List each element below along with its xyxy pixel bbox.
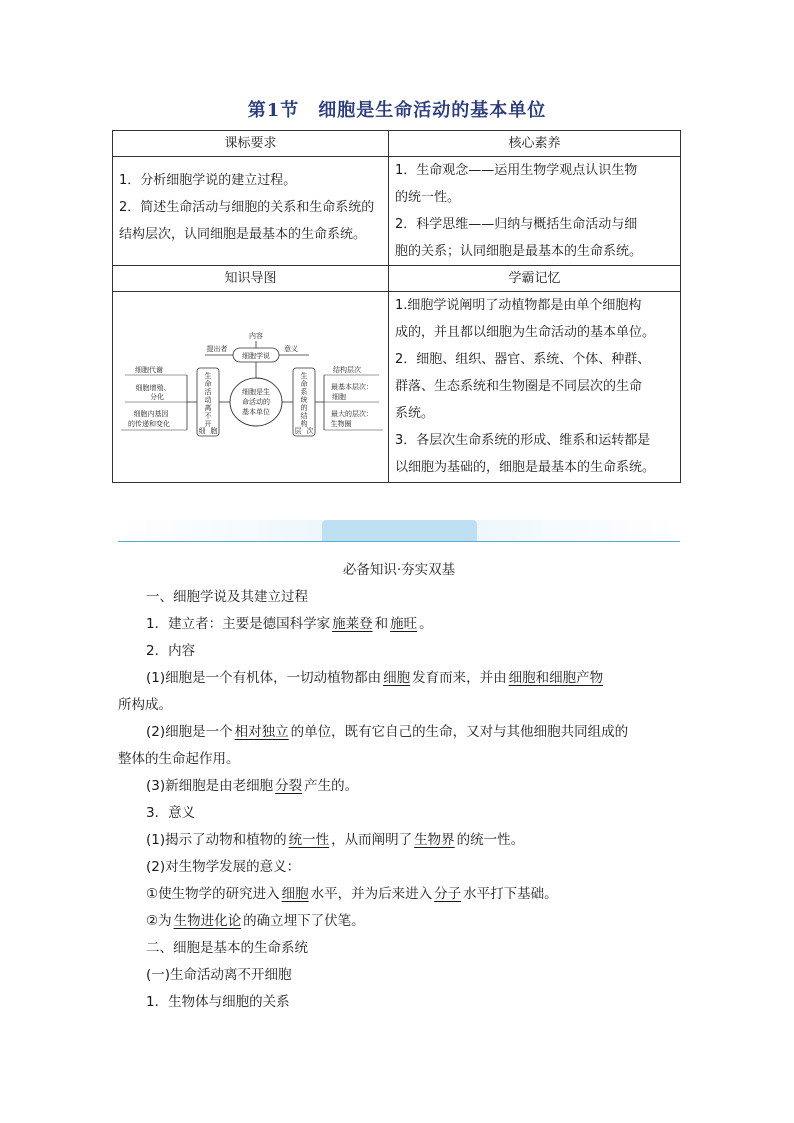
text: 的统一性。: [456, 832, 525, 848]
map-significance-label: 意义: [284, 345, 298, 353]
section-banner-tab: [322, 520, 477, 542]
section-banner-left: [118, 520, 322, 542]
map-right-char: 构: [300, 420, 308, 428]
map-left-item: 细胞内基因: [133, 410, 169, 418]
text: 的单位，既有它自己的生命，又对与其他细胞共同组成的: [290, 724, 629, 740]
map-right-char: 结: [300, 412, 308, 420]
map-left-item: 细胞增殖、: [135, 384, 171, 392]
map-left-char: 动: [204, 396, 212, 404]
text: 1．建立者：主要是德国科学家: [146, 616, 331, 632]
answer-blank: 分子: [434, 886, 462, 902]
text: 水平打下基础。: [463, 886, 558, 902]
map-right-char: 的: [300, 404, 308, 412]
text: (1)揭示了动物和植物的: [146, 832, 287, 848]
map-right-item: 生物圈: [330, 420, 352, 428]
map-left-char: 开: [204, 420, 212, 428]
literacy-line: 胞的关系；认同细胞是最基本的生命系统。: [395, 244, 643, 259]
mindmap-diagram: [113, 292, 400, 482]
answer-blank: 施莱登: [332, 616, 373, 632]
s2-heading: 二、细胞是基本的生命系统: [146, 940, 308, 956]
memory-line: 3．各层次生命系统的形成、维系和运转都是: [395, 433, 651, 448]
text: (3)新细胞是由老细胞: [146, 778, 274, 794]
s1-founder-line: [146, 612, 433, 632]
literacy-line: 的统一性。: [395, 190, 461, 205]
answer-blank: 统一性: [288, 832, 330, 848]
s1-content-1-cont: 所构成。: [118, 697, 172, 713]
memory-cell: [389, 292, 681, 483]
literacy-cell: [389, 157, 681, 266]
map-center-line: 命活动的: [242, 398, 270, 406]
map-center-line: 基本单位: [242, 408, 270, 416]
map-right-item: 细胞: [332, 393, 346, 401]
s1-sig-1: [146, 828, 524, 848]
map-left-box-text: [199, 371, 218, 435]
section-title: 必备知识·夯实双基: [342, 562, 456, 578]
map-left-char: 生: [204, 372, 212, 380]
s1-content-2: [146, 720, 628, 740]
s1-sig-heading: 3．意义: [146, 805, 196, 821]
memory-line: 成的，并且都以细胞为生命活动的基本单位。: [395, 325, 656, 340]
map-right-char: 层: [294, 427, 302, 435]
overview-table: [112, 130, 681, 483]
answer-blank: 生物界: [414, 832, 455, 848]
map-left-char: 命: [204, 380, 212, 388]
text: (1)细胞是一个有机体，一切动植物都由: [146, 670, 382, 686]
answer-blank: 施旺: [390, 616, 418, 632]
text: 的确立埋下了伏笔。: [243, 913, 365, 929]
map-left-char: 不: [204, 412, 212, 420]
s1-sig-2b: [146, 909, 365, 929]
page-title: 第1节 细胞是生命活动的基本单位: [247, 100, 547, 121]
header-requirements: 课标要求: [113, 131, 389, 157]
text: 和: [374, 616, 389, 632]
map-proposer-label: 提出者: [206, 345, 228, 353]
memory-line: 1.细胞学说阐明了动植物都是由单个细胞构: [395, 298, 642, 313]
text: ①使生物学的研究进入: [146, 886, 280, 902]
text: 。: [419, 616, 433, 632]
answer-blank: 细胞和细胞产物: [508, 670, 604, 686]
map-left-char: 离: [204, 404, 212, 412]
map-left-char: 细: [198, 427, 206, 435]
text: 产生的。: [304, 778, 359, 794]
map-content-label: 内容: [249, 332, 263, 340]
literacy-line: 2．科学思维——归纳与概括生命活动与细: [395, 217, 638, 232]
map-right-char: 统: [300, 396, 308, 404]
answer-blank: 分裂: [275, 778, 303, 794]
map-theory-label: 细胞学说: [242, 352, 270, 360]
map-right-char: 命: [300, 380, 308, 388]
text: (2)细胞是一个: [146, 724, 233, 740]
map-right-box-text: [295, 371, 314, 435]
header-mindmap: 知识导图: [113, 266, 389, 292]
s1-sig-2: (2)对生物学发展的意义：: [146, 859, 301, 875]
s2-sub: (一)生命活动离不开细胞: [146, 967, 292, 983]
map-left-item: 细胞代谢: [135, 366, 163, 374]
memory-line: 以细胞为基础的，细胞是最基本的生命系统。: [395, 460, 656, 475]
map-left-char: 胞: [210, 427, 218, 435]
map-left-item: 的传递和变化: [128, 420, 170, 428]
s1-content-1: [146, 666, 605, 686]
header-literacy: 核心素养: [389, 131, 681, 157]
s1-content-3: [146, 774, 358, 794]
literacy-line: 1．生命观念——运用生物学观点认识生物: [395, 163, 638, 178]
answer-blank: 细胞: [281, 886, 309, 902]
map-left-item: 分化: [150, 393, 164, 401]
map-right-char: 系: [300, 388, 308, 396]
map-right-item: 最大的层次：: [331, 410, 373, 418]
answer-blank: 细胞: [383, 670, 411, 686]
memory-line: 群落、生态系统和生物圈是不同层次的生命: [395, 379, 643, 394]
text: 水平，并为后来进入: [310, 886, 433, 902]
section-banner-right: [477, 520, 680, 542]
requirement-line: 2．简述生命活动与细胞的关系和生命系统的: [119, 200, 375, 215]
section-divider: [118, 541, 680, 542]
requirements-cell: [113, 157, 389, 266]
s1-content-heading: 2．内容: [146, 643, 196, 659]
map-left-char: 活: [204, 388, 212, 396]
s2-item: 1．生物体与细胞的关系: [146, 994, 290, 1010]
s1-content-2-cont: 整体的生命起作用。: [118, 751, 240, 767]
memory-line: 2．细胞、组织、器官、系统、个体、种群、: [395, 352, 651, 367]
answer-blank: 生物进化论: [173, 913, 242, 929]
map-right-char: 生: [300, 372, 308, 380]
memory-line: 系统。: [395, 406, 435, 421]
requirement-line: 1．分析细胞学说的建立过程。: [119, 173, 297, 188]
answer-blank: 相对独立: [234, 724, 289, 740]
s1-heading: 一、细胞学说及其建立过程: [146, 589, 308, 605]
map-right-char: 次: [306, 427, 314, 435]
text: 发育而来，并由: [412, 670, 507, 686]
header-memory: 学霸记忆: [389, 266, 681, 292]
mindmap-cell: [113, 292, 389, 483]
s1-sig-2a: [146, 882, 558, 902]
requirement-line: 结构层次，认同细胞是最基本的生命系统。: [119, 227, 367, 242]
text: ，从而阐明了: [331, 832, 413, 848]
text: ②为: [146, 913, 172, 929]
map-right-title: 结构层次: [333, 366, 361, 374]
map-right-item: 最基本层次：: [331, 383, 373, 391]
map-center-line: 细胞是生: [242, 388, 270, 396]
